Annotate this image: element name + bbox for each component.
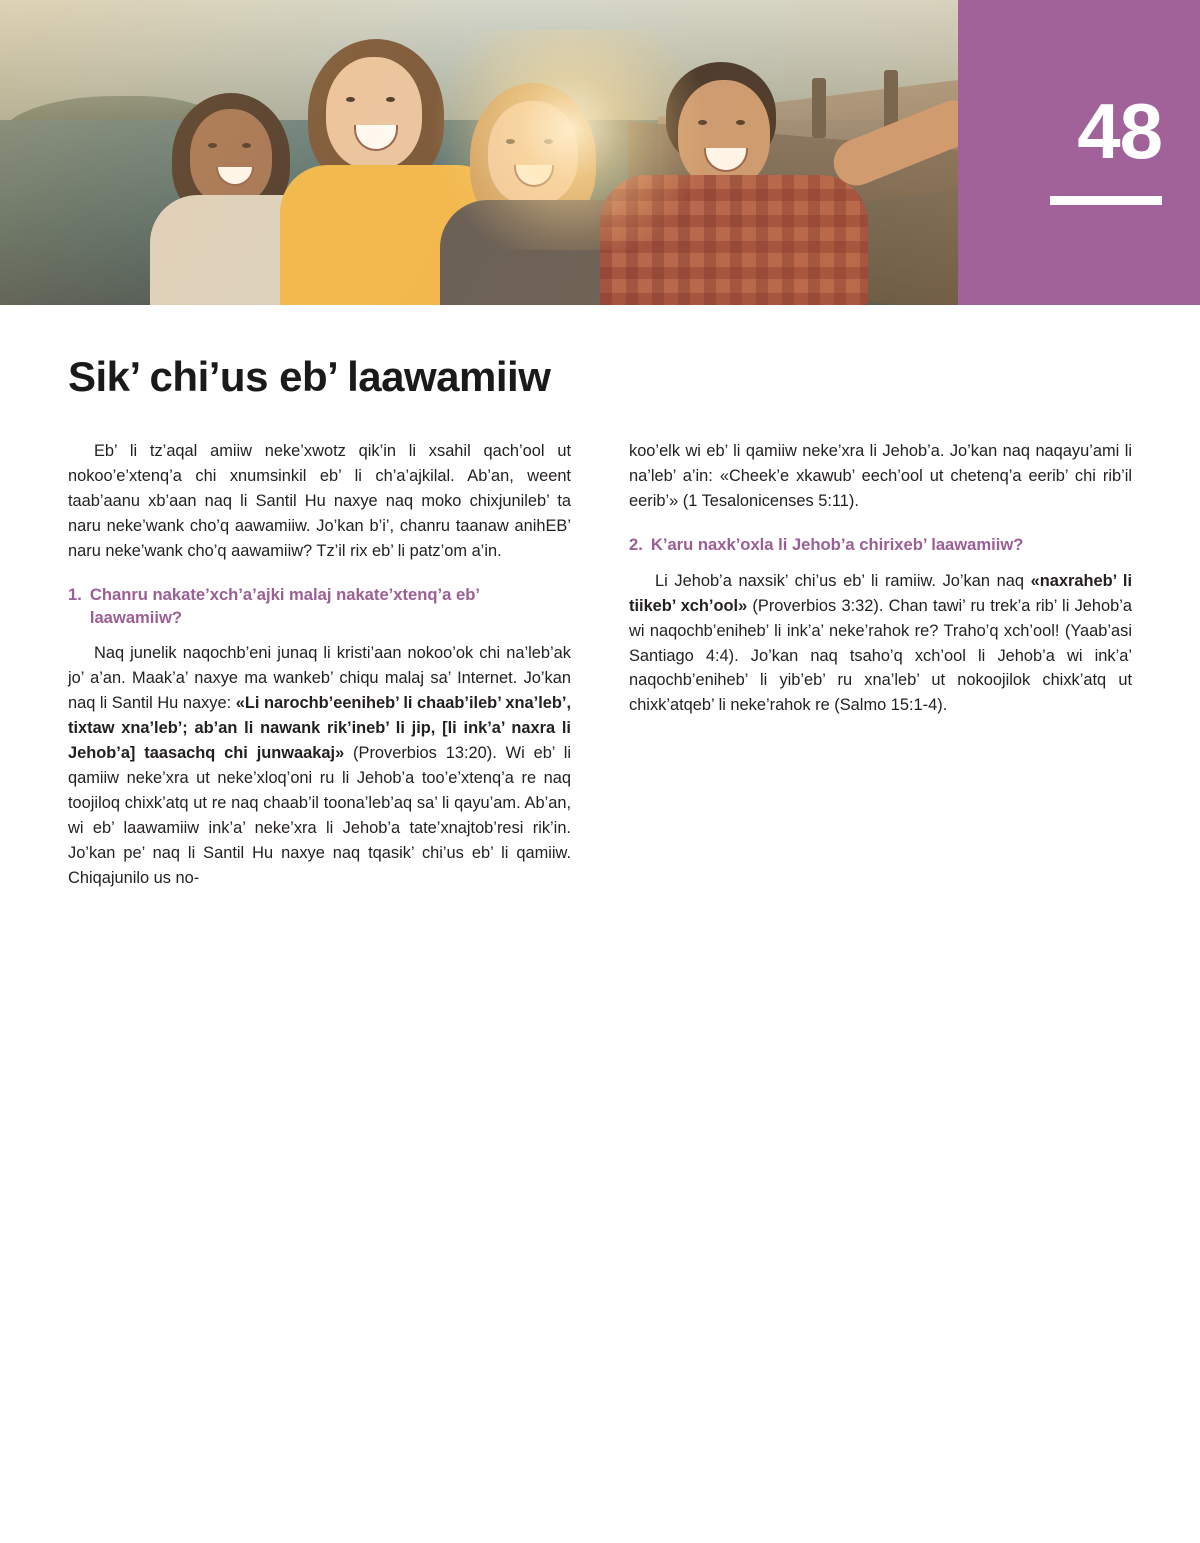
person-body [600,175,868,305]
person-head [190,109,272,205]
lesson-number-block [958,0,1200,305]
answer-1-paragraph [68,641,571,890]
answer-2-part2: (Proverbios 3:32). Chan tawi’ ru trek’a rib’ li Jehob’a wi naqochb’eniheb’ li ink’a’ neke’rahok re? Traho’q xch’ool! (Yaab’asi Santiago 4:4). Jo’kan naq tsaho’q xch’ool li Jehob’a wi ink’a’ naqochb’eniheb’ li yib’eb’ ru xna’leb’ ut nokoojilok chixk’atq ut chixk’atqeb’ li neke’rahok re (Salmo 15:1-4). [629,596,1132,715]
person-eye-right [242,143,251,148]
person-eye-left [698,120,707,125]
page-content [0,305,1200,905]
question-1 [68,584,571,630]
question-2 [629,534,1132,557]
hero-photo [0,0,958,305]
person-eye-right [544,139,553,144]
person-right [600,40,870,305]
page-header [0,0,1200,305]
answer-1-part1: Naq junelik naqochb’eni junaq li kristi’aan nokoo’ok chi na’leb’ak jo’ a’an. Maak’a’ naxye ma wankeb’ chiqu malaj sa’ Internet. Jo’kan naq li Santil Hu naxye: [68,644,571,713]
person-eye-left [208,143,217,148]
answer-2-paragraph [629,569,1132,719]
text-columns [68,439,1132,905]
answer-1-continued: koo’elk wi eb’ li qamiiw neke’xra li Jehob’a. Jo’kan naq naqayu’ami li na’leb’ a’in: «Cheek’e xkawub’ eech’ool ut chetenq’a eerib’ chi rib’il eerib’» (1 Tesalonicenses 5:11). [629,442,1132,510]
person-eye-left [346,97,355,102]
person-eye-right [386,97,395,102]
intro-paragraph: Eb’ li tz’aqal amiiw neke’xwotz qik’in li xsahil qach’ool ut nokoo’e’xtenq’a chi xnumsinkil eb’ li ch’a’ajkilal. Ab’an, weent taab’aanu xb’aan naq li Santil Hu naxye naq moko chixjunileb’ ta naru neke’wank cho’q aawamiiw. Jo’kan b’i’, chanru taanaw anihEB’ naru neke’wank cho’q aawamiiw? Tz’il rix eb’ li patz’om a’in. [68,442,571,560]
column-right [629,439,1132,732]
answer-2-scripture-quote: «naxraheb’ li tiikeb’ xch’ool» [629,571,1132,615]
answer-1-part2: (Proverbios 13:20). Wi eb’ li qamiiw neke’xra ut neke’xloq’oni ru li Jehob’a too’e’xtenq’a re naq toojiloq chixk’atq ut re naq chaab’il toona’leb’aq sa’ li qayu’am. Ab’an, wi eb’ laawamiiw ink’a’ neke’xra li Jehob’a tate’xnajtob’resi rik’in. Jo’kan pe’ naq li Santil Hu naxye naq tqasik’ chi’us eb’ li qamiiw. Chiqajunilo us no- [68,744,571,887]
person-eye-left [506,139,515,144]
person-head [326,57,422,169]
question-2-number: 2. [629,534,643,554]
column-left [68,439,571,905]
answer-1-scripture-quote: «Li narochb’eeniheb’ li chaab’ileb’ xna’leb’, tixtaw xna’leb’; ab’an li nawank rik’ineb’ li jip, [li ink’a’ naxra li Jehob’a] taasachq chi junwaakaj» [68,694,571,763]
question-2-text: K’aru naxk’oxla li Jehob’a chirixeb’ laawamiiw? [650,534,1024,554]
answer-2-part1: Li Jehob’a naxsik’ chi’us eb’ li ramiiw. Jo’kan naq [655,571,1031,590]
question-1-text: Chanru nakate’xch’a’ajki malaj nakate’xtenq’a eb’ laawamiiw? [89,584,480,627]
lesson-number: 48 [1077,87,1162,175]
person-head [488,101,578,205]
question-1-number: 1. [68,584,82,604]
person-eye-right [736,120,745,125]
lesson-number-underline [1050,196,1162,205]
page-title: Sik’ chi’us eb’ laawamiiw [68,353,551,400]
